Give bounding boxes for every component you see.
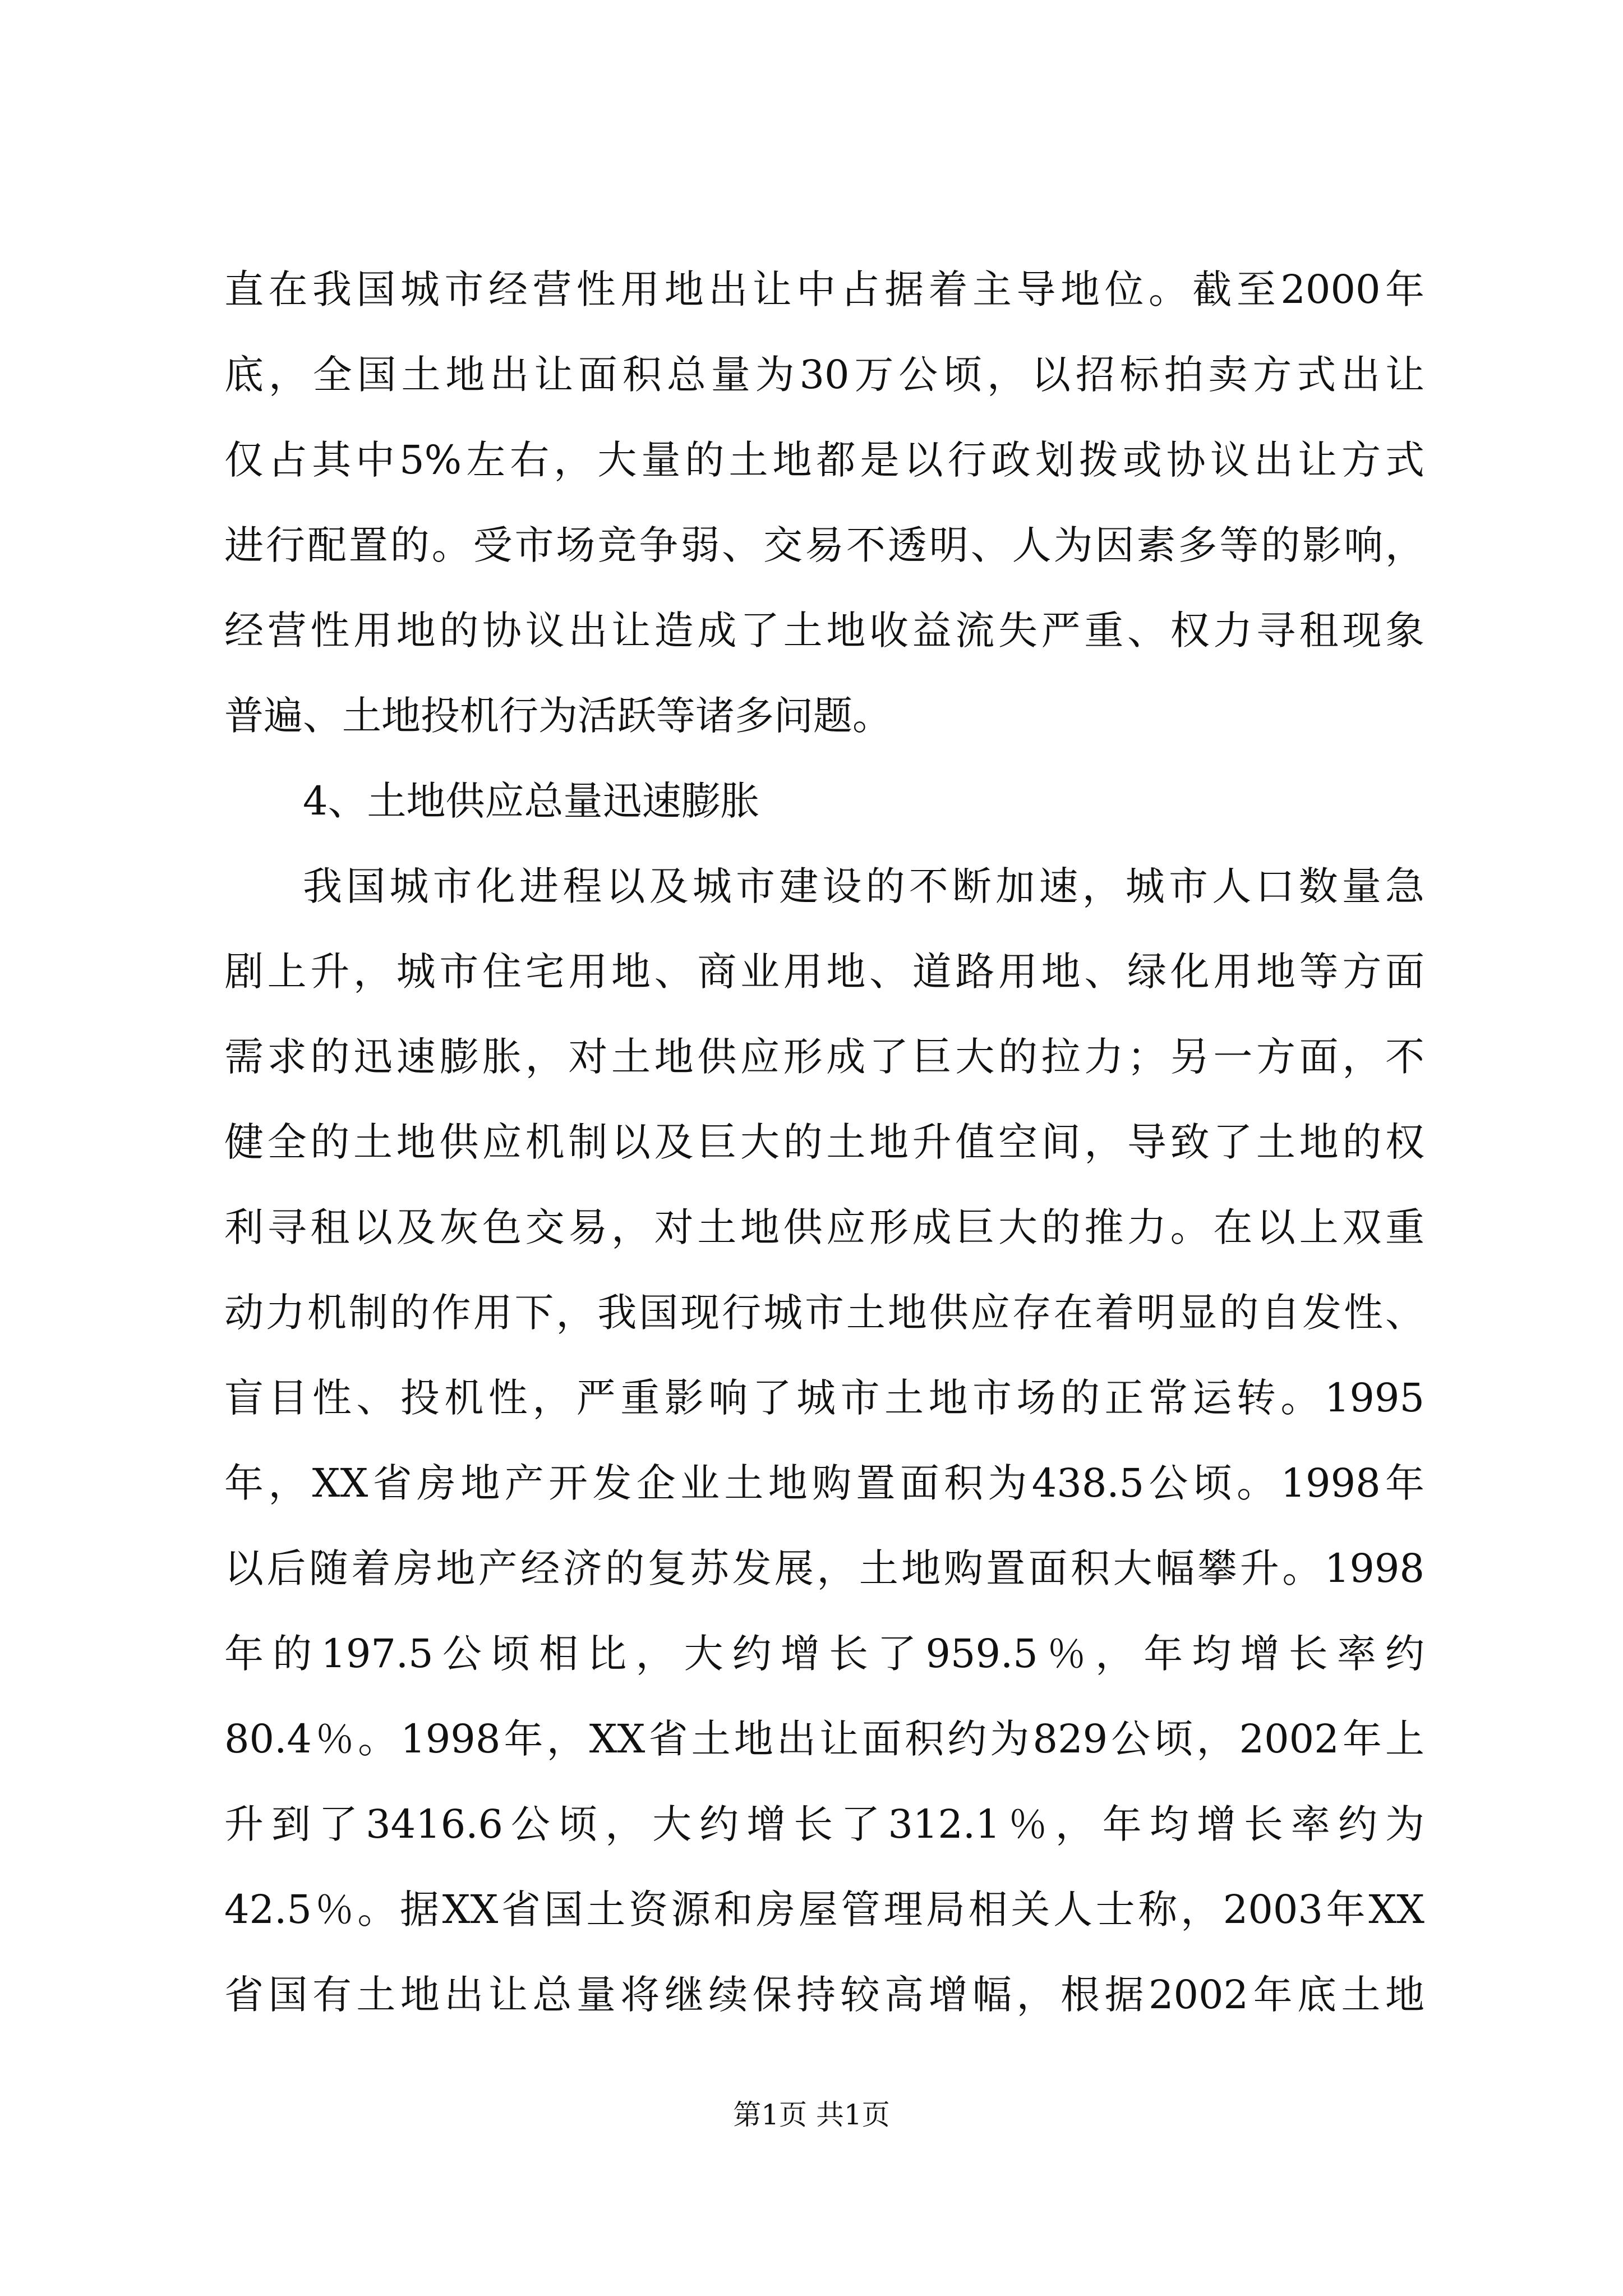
text-line: 需求的迅速膨胀，对土地供应形成了巨大的拉力；另一方面，不 (224, 1034, 1424, 1080)
text-line: 普遍、土地投机行为活跃等诸多问题。 (224, 693, 892, 739)
text-line: 直在我国城市经营性用地出让中占据着主导地位。截至2000年 (224, 266, 1424, 312)
text-line: 年的197.5公顷相比，大约增长了959.5％，年均增长率约 (224, 1631, 1424, 1677)
text-line: 年，XX省房地产开发企业土地购置面积为438.5公顷。1998年 (224, 1460, 1424, 1506)
text-line: 利寻租以及灰色交易，对土地供应形成巨大的推力。在以上双重 (224, 1204, 1424, 1250)
text-line: 动力机制的作用下，我国现行城市土地供应存在着明显的自发性、 (224, 1290, 1424, 1336)
text-line: 经营性用地的协议出让造成了土地收益流失严重、权力寻租现象 (224, 608, 1424, 654)
text-line: 以后随着房地产经济的复苏发展，土地购置面积大幅攀升。1998 (224, 1545, 1424, 1591)
section-heading: 4、土地供应总量迅速膨胀 (303, 778, 760, 824)
text-line: 剧上升，城市住宅用地、商业用地、道路用地、绿化用地等方面 (224, 949, 1424, 995)
text-line: 42.5％。据XX省国土资源和房屋管理局相关人士称，2003年XX (224, 1887, 1424, 1932)
document-body (224, 247, 1424, 2037)
text-line: 进行配置的。受市场竞争弱、交易不透明、人为因素多等的影响， (224, 522, 1424, 568)
text-line: 省国有土地出让总量将继续保持较高增幅，根据2002年底土地 (224, 1972, 1424, 2018)
text-line: 80.4％。1998年，XX省土地出让面积约为829公顷，2002年上 (224, 1716, 1424, 1762)
text-line: 底，全国土地出让面积总量为30万公顷，以招标拍卖方式出让 (224, 352, 1424, 398)
text-line: 健全的土地供应机制以及巨大的土地升值空间，导致了土地的权 (224, 1119, 1424, 1165)
text-line: 升到了3416.6公顷，大约增长了312.1％，年均增长率约为 (224, 1801, 1424, 1847)
text-line: 我国城市化进程以及城市建设的不断加速，城市人口数量急 (303, 863, 1424, 909)
page-number-footer: 第1页 共1页 (733, 2099, 890, 2131)
text-line: 仅占其中5%左右，大量的土地都是以行政划拨或协议出让方式 (224, 437, 1424, 483)
text-line: 盲目性、投机性，严重影响了城市土地市场的正常运转。1995 (224, 1375, 1424, 1421)
